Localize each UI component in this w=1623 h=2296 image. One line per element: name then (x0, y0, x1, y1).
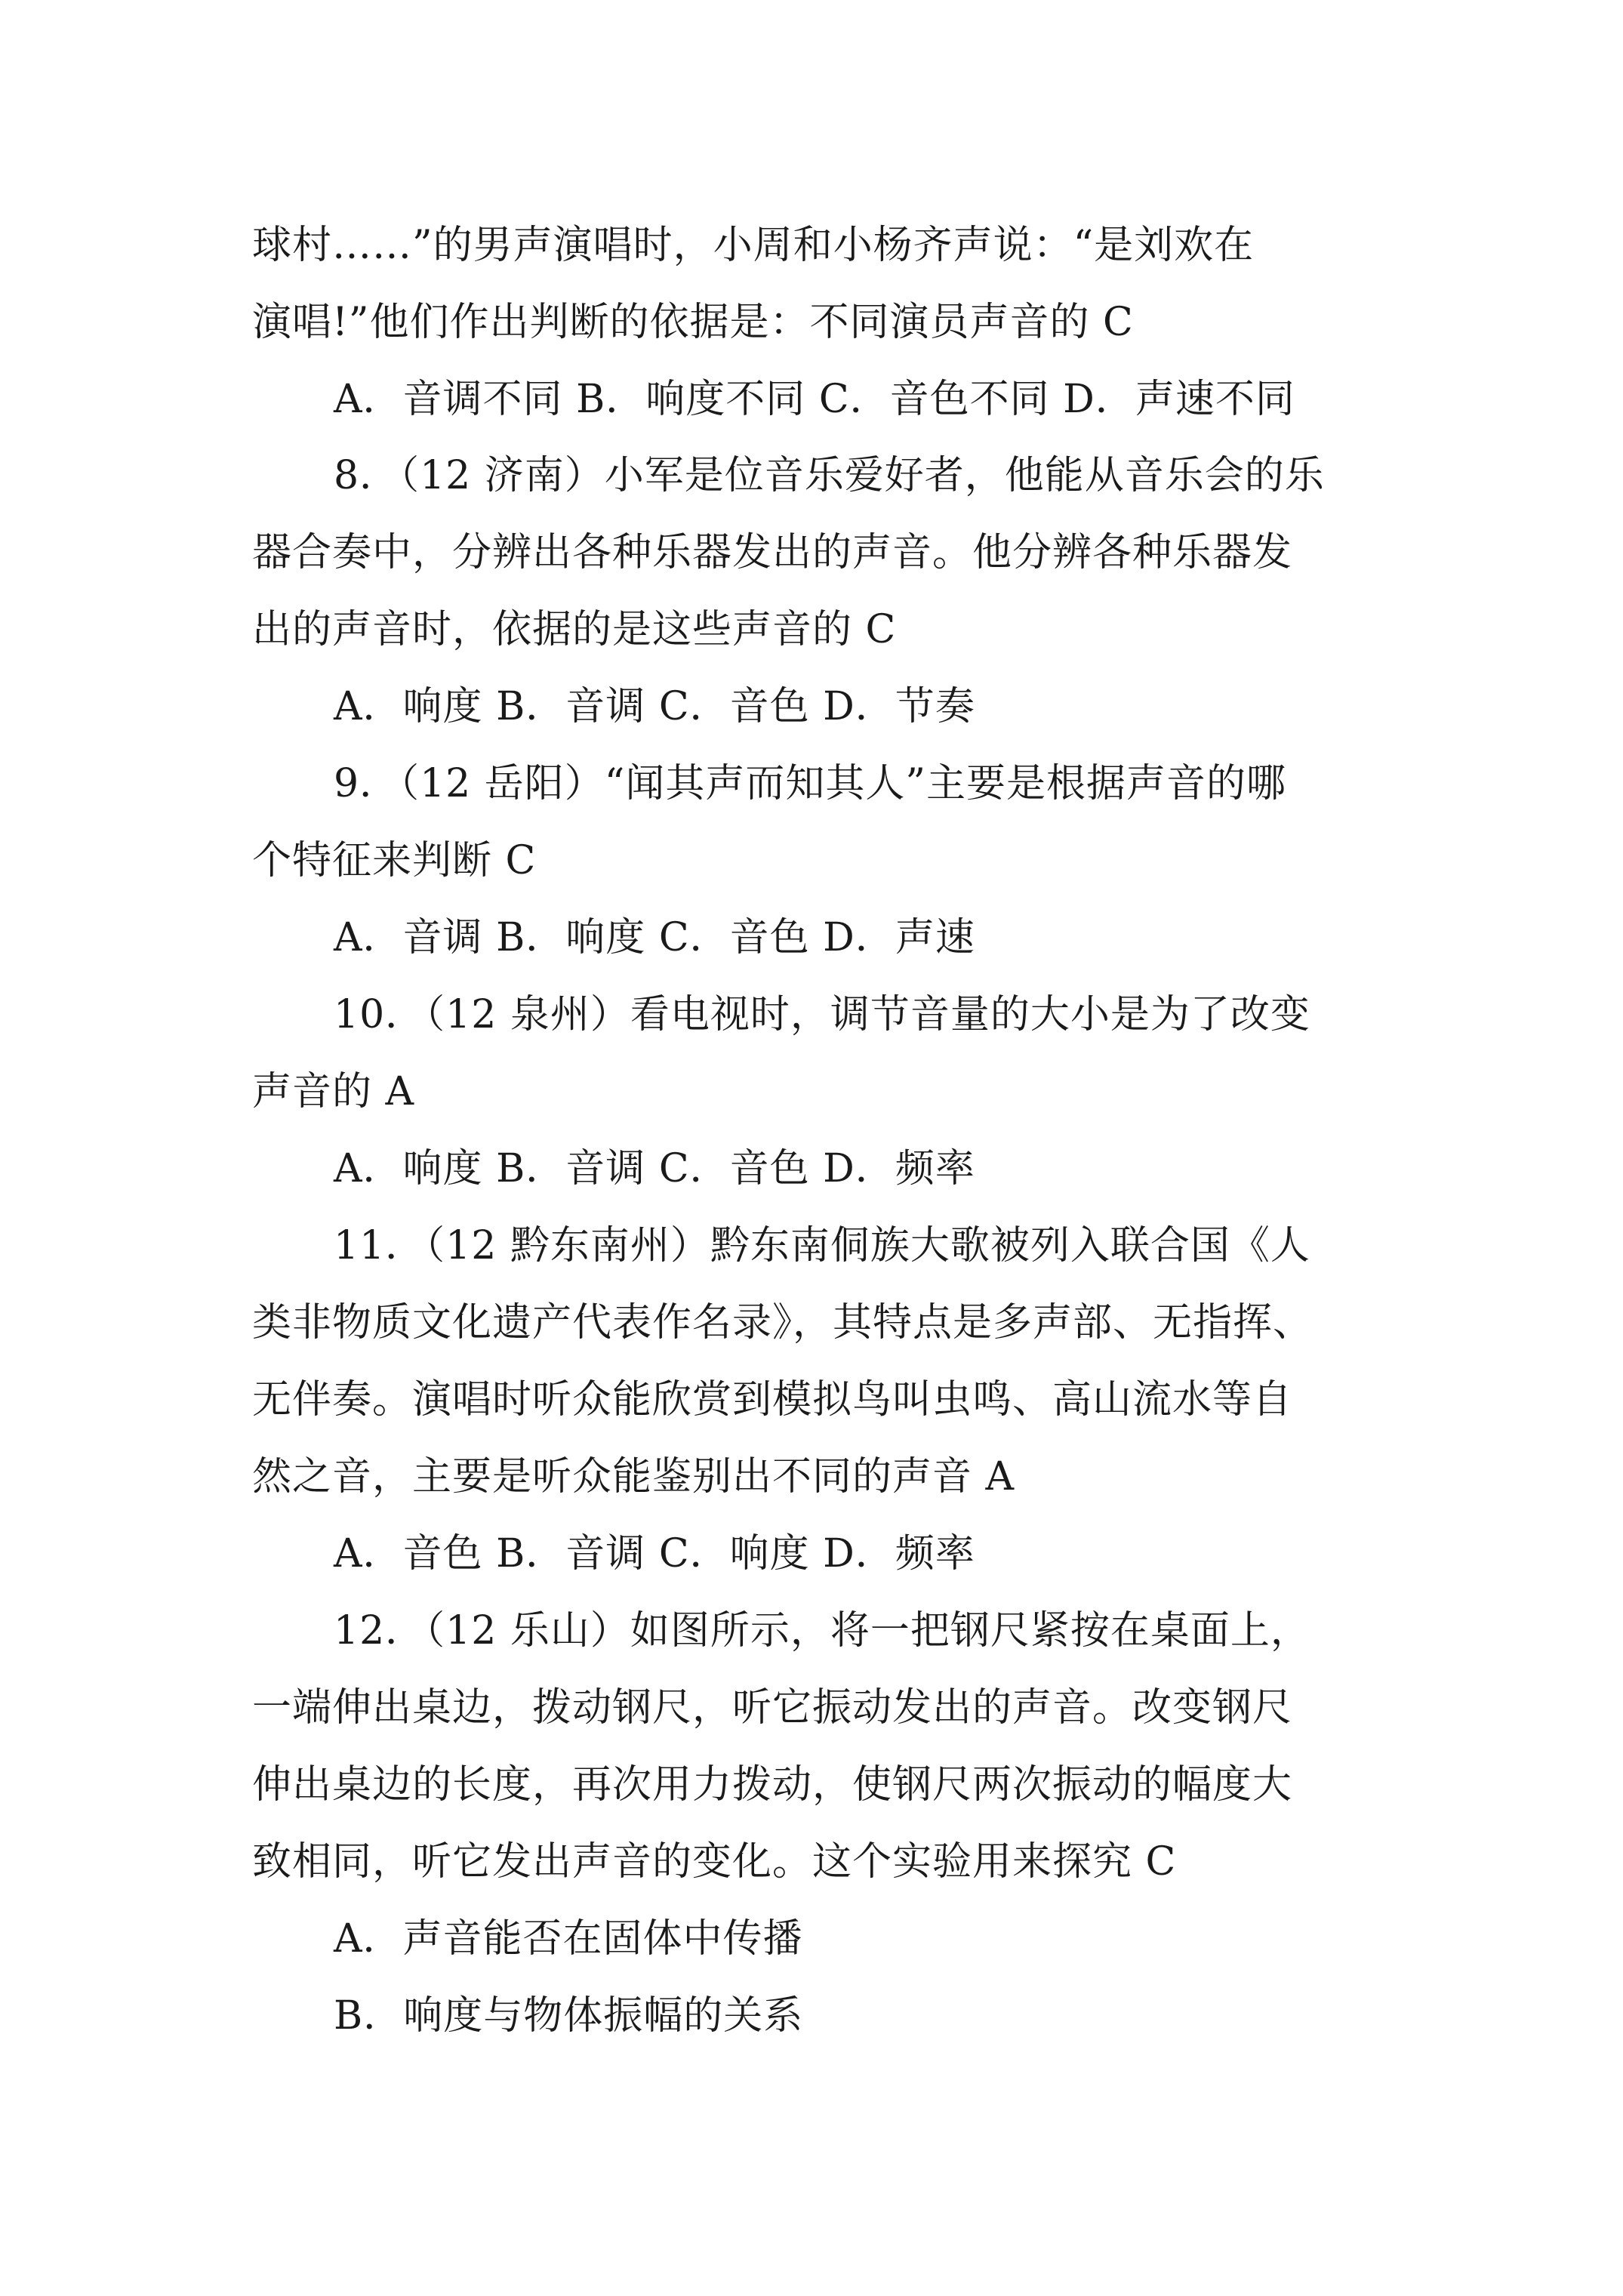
text-line: 类非物质文化遗产代表作名录》，其特点是多声部、无指挥、 (252, 1300, 1313, 1345)
text-line: 演唱!”他们作出判断的依据是：不同演员声音的 C (252, 300, 1134, 345)
text-line: 然之音，主要是听众能鉴别出不同的声音 A (252, 1454, 1015, 1499)
question-line: 9．（12 岳阳）“闻其声而知其人”主要是根据声音的哪 (334, 761, 1286, 806)
text-line: 无伴奏。演唱时听众能欣赏到模拟鸟叫虫鸣、高山流水等自 (252, 1377, 1293, 1422)
text-line: 球村……”的男声演唱时，小周和小杨齐声说：“是刘欢在 (252, 223, 1255, 268)
text-line: 个特征来判断 C (252, 838, 537, 883)
option-line: A．音色 B．音调 C．响度 D．频率 (334, 1531, 975, 1576)
text-line: 致相同，听它发出声音的变化。这个实验用来探究 C (252, 1839, 1177, 1885)
option-line: A．音调 B．响度 C．音色 D．声速 (334, 915, 975, 960)
question-line: 8．（12 济南）小军是位音乐爱好者，他能从音乐会的乐 (334, 453, 1325, 498)
question-line: 10．（12 泉州）看电视时，调节音量的大小是为了改变 (334, 992, 1310, 1037)
question-line: 12．（12 乐山）如图所示，将一把钢尺紧按在桌面上， (334, 1608, 1310, 1653)
option-line: B．响度与物体振幅的关系 (334, 1993, 804, 2039)
option-line: A．音调不同 B．响度不同 C．音色不同 D．声速不同 (334, 377, 1295, 422)
text-line: 伸出桌边的长度，再次用力拨动，使钢尺两次振动的幅度大 (252, 1762, 1293, 1808)
text-line: 器合奏中，分辨出各种乐器发出的声音。他分辨各种乐器发 (252, 530, 1293, 575)
option-line: A．声音能否在固体中传播 (334, 1916, 803, 1962)
question-line: 11．（12 黔东南州）黔东南侗族大歌被列入联合国《人 (334, 1223, 1310, 1268)
option-line: A．响度 B．音调 C．音色 D．频率 (334, 1146, 975, 1191)
text-line: 出的声音时，依据的是这些声音的 C (252, 607, 897, 652)
text-line: 一端伸出桌边，拨动钢尺，听它振动发出的声音。改变钢尺 (252, 1685, 1293, 1730)
option-line: A．响度 B．音调 C．音色 D．节奏 (334, 684, 975, 729)
text-line: 声音的 A (252, 1069, 415, 1114)
